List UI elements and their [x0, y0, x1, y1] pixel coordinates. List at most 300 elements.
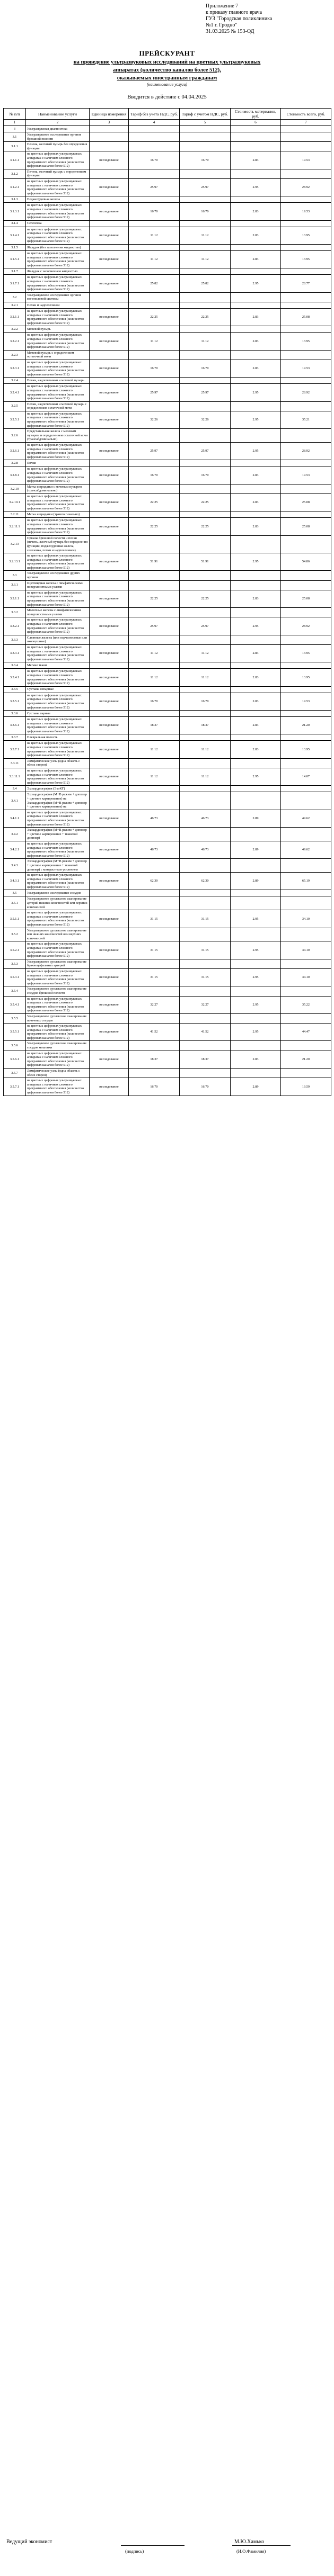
row-name: Печень, желчный пузырь без определения функции: [26, 142, 90, 151]
section-row: [4, 1069, 331, 1078]
empty-cell: [281, 635, 331, 644]
empty-cell: [90, 635, 129, 644]
empty-cell: [281, 758, 331, 768]
row-unit: исследование: [90, 617, 129, 635]
row-tariff-vat: 32.27: [180, 996, 231, 1013]
section-row: [4, 484, 331, 493]
empty-cell: [281, 401, 331, 411]
empty-cell: [90, 758, 129, 768]
section-row: [4, 859, 331, 873]
empty-cell: [129, 378, 180, 384]
row-unit: исследование: [90, 1078, 129, 1096]
row-tariff-novat: 25.82: [129, 275, 180, 292]
empty-cell: [180, 126, 231, 132]
row-tariff-vat: 16.70: [180, 693, 231, 710]
empty-cell: [281, 268, 331, 275]
row-name: на цветных цифровых ультразвуковых аппаратах с наличием сложного программного обеспечения (количество цифровых каналов более 512): [26, 644, 90, 662]
empty-cell: [90, 828, 129, 841]
row-tariff-novat: 18.37: [129, 717, 180, 734]
row-total: 19.53: [281, 151, 331, 169]
empty-cell: [180, 220, 231, 227]
row-number: 3.3.7: [4, 734, 26, 741]
row-number: 3.1.2.1: [4, 178, 26, 196]
row-tariff-vat: 51.91: [180, 553, 231, 571]
row-number: 3.4.2: [4, 828, 26, 841]
row-tariff-vat: 16.70: [180, 466, 231, 484]
row-name: Эхокардиография (М+В режим + допплер + цветное картирование) на Эхокардиография (М+В режим + допплер + цветное картирование) на: [26, 792, 90, 810]
row-tariff-novat: 11.12: [129, 768, 180, 786]
empty-cell: [90, 786, 129, 792]
row-total: 13.95: [281, 227, 331, 244]
empty-cell: [281, 535, 331, 553]
empty-cell: [231, 460, 281, 466]
row-total: 13.95: [281, 669, 331, 686]
section-row: [4, 378, 331, 384]
empty-cell: [180, 1013, 231, 1023]
empty-cell: [180, 1041, 231, 1051]
empty-cell: [90, 1041, 129, 1051]
empty-cell: [231, 635, 281, 644]
service-row: [4, 910, 331, 928]
row-number: 3.3.11.1: [4, 768, 26, 786]
empty-cell: [180, 828, 231, 841]
service-row: [4, 275, 331, 292]
row-number: 3.5.3: [4, 959, 26, 968]
empty-cell: [231, 896, 281, 910]
service-row: [4, 203, 331, 220]
row-number: 3.4.2.1: [4, 841, 26, 858]
row-number: 3.2.3.1: [4, 360, 26, 377]
empty-cell: [180, 662, 231, 669]
service-row: [4, 968, 331, 986]
row-name: на цветных цифровых ультразвуковых аппаратах с наличием сложного программного обеспечения (количество цифровых каналов более 512): [26, 717, 90, 734]
service-row: [4, 873, 331, 890]
empty-cell: [180, 245, 231, 251]
row-materials: 2.95: [231, 553, 281, 571]
row-tariff-vat: 25.97: [180, 617, 231, 635]
empty-cell: [231, 220, 281, 227]
row-tariff-vat: 18.37: [180, 717, 231, 734]
row-unit: исследование: [90, 384, 129, 401]
empty-cell: [231, 350, 281, 360]
row-tariff-vat: 41.52: [180, 1024, 231, 1041]
row-total: 25.08: [281, 518, 331, 535]
row-materials: 2.83: [231, 466, 281, 484]
section-row: [4, 132, 331, 142]
row-unit: исследование: [90, 443, 129, 460]
row-number: 3.5.3.1: [4, 968, 26, 986]
empty-cell: [281, 792, 331, 810]
row-name: Эхокардиография (М+В режим + допплер + цветное картирование + тканевой допплер) с контрастным усилением: [26, 859, 90, 873]
row-name: на цветных цифровых ультразвуковых аппаратах с наличием сложного программного обеспечения (количество цифровых каналов более 512): [26, 178, 90, 196]
row-number: 3.3.6.1: [4, 717, 26, 734]
row-name: Предстательная железа с мочевым пузырем и определением остаточной мочи (трансабдоминально): [26, 429, 90, 443]
row-name: Поджелудочная железа: [26, 196, 90, 203]
colnum: 4: [129, 120, 180, 126]
row-unit: исследование: [90, 251, 129, 268]
section-row: [4, 1013, 331, 1023]
empty-cell: [129, 292, 180, 302]
row-number: 3.2.6: [4, 429, 26, 443]
empty-cell: [281, 378, 331, 384]
row-number: 3.2.5.1: [4, 411, 26, 428]
row-tariff-novat: 11.12: [129, 644, 180, 662]
row-name: Ультразвуковое исследование органов брюшной полости: [26, 132, 90, 142]
section-row: [4, 580, 331, 590]
empty-cell: [231, 326, 281, 333]
row-tariff-vat: 22.25: [180, 590, 231, 607]
row-materials: 2.95: [231, 996, 281, 1013]
row-total: 49.62: [281, 810, 331, 827]
empty-cell: [231, 535, 281, 553]
row-tariff-vat: 22.25: [180, 493, 231, 511]
row-tariff-vat: 11.12: [180, 227, 231, 244]
service-row: [4, 227, 331, 244]
row-name: на цветных цифровых ультразвуковых аппаратах с наличием сложного программного обеспечения (количество цифровых каналов более 512): [26, 251, 90, 268]
row-materials: 2.83: [231, 309, 281, 326]
row-materials: 2.95: [231, 275, 281, 292]
row-number: 3.4.3.1: [4, 873, 26, 890]
empty-cell: [281, 302, 331, 309]
section-row: [4, 662, 331, 669]
row-tariff-vat: 46.73: [180, 810, 231, 827]
row-materials: 2.95: [231, 1024, 281, 1041]
empty-cell: [90, 429, 129, 443]
empty-cell: [231, 1013, 281, 1023]
row-tariff-vat: 16.70: [180, 1078, 231, 1096]
row-name: Селезенка: [26, 220, 90, 227]
empty-cell: [231, 711, 281, 717]
row-unit: исследование: [90, 1024, 129, 1041]
empty-cell: [90, 132, 129, 142]
row-materials: 2.95: [231, 617, 281, 635]
row-tariff-vat: 31.15: [180, 968, 231, 986]
section-row: [4, 142, 331, 151]
row-materials: 2.89: [231, 873, 281, 890]
row-total: 65.19: [281, 873, 331, 890]
empty-cell: [129, 608, 180, 617]
service-row: [4, 693, 331, 710]
row-unit: исследование: [90, 693, 129, 710]
row-materials: 2.83: [231, 717, 281, 734]
service-row: [4, 309, 331, 326]
signer-role: Ведущий экономист: [6, 2539, 52, 2545]
empty-cell: [129, 662, 180, 669]
empty-cell: [129, 859, 180, 873]
signer-name: М.Ю.Хамько: [234, 2539, 265, 2545]
document-subtitle-3: оказываемых иностранным гражданам: [117, 75, 217, 81]
empty-cell: [231, 758, 281, 768]
empty-cell: [281, 1013, 331, 1023]
empty-cell: [180, 890, 231, 896]
row-name: на цветных цифровых ультразвуковых аппаратах с наличием сложного программного обеспечения (количество цифровых каналов более 512): [26, 617, 90, 635]
empty-cell: [231, 292, 281, 302]
service-row: [4, 941, 331, 959]
annex-line: ГУЗ "Городская поликлиника: [206, 16, 273, 22]
row-tariff-novat: 51.91: [129, 553, 180, 571]
row-tariff-novat: 11.12: [129, 227, 180, 244]
row-name: на цветных цифровых ультразвуковых аппаратах с наличием сложного программного обеспечения (количество цифровых каналов более 512): [26, 1051, 90, 1068]
empty-cell: [180, 350, 231, 360]
section-row: [4, 350, 331, 360]
row-name: на цветных цифровых ультразвуковых аппаратах с наличием сложного программного обеспечения (количество цифровых каналов более 512): [26, 227, 90, 244]
row-number: 3.5.7.1: [4, 1078, 26, 1096]
header-materials: Стоимость материалов, руб.: [231, 109, 281, 120]
section-row: [4, 511, 331, 518]
empty-cell: [90, 896, 129, 910]
empty-cell: [180, 608, 231, 617]
row-name: на цветных цифровых ультразвуковых аппаратах с наличием сложного программного обеспечения (количество цифровых каналов более 512): [26, 1078, 90, 1096]
row-tariff-vat: 11.12: [180, 333, 231, 350]
row-number: 3.5.2.1: [4, 941, 26, 959]
row-name: на цветных цифровых ультразвуковых аппаратах с наличием сложного программного обеспечения (количество цифровых каналов более 512): [26, 493, 90, 511]
header-tariff-vat: Тариф с учетом НДС, руб.: [180, 109, 231, 120]
section-row: [4, 890, 331, 896]
service-row: [4, 360, 331, 377]
row-materials: 2.83: [231, 518, 281, 535]
annex-block: [206, 3, 330, 35]
row-unit: исследование: [90, 466, 129, 484]
row-tariff-vat: 25.82: [180, 275, 231, 292]
empty-cell: [231, 196, 281, 203]
row-number: 3.3.5: [4, 686, 26, 693]
row-name: на цветных цифровых ультразвуковых аппаратах с наличием сложного программного обеспечения (количество цифровых каналов более 512): [26, 590, 90, 607]
empty-cell: [231, 828, 281, 841]
row-materials: 2.83: [231, 360, 281, 377]
empty-cell: [231, 511, 281, 518]
row-name: Эхокардиография (М+В режим + допплер + цветное картирование + тканевой допплер): [26, 828, 90, 841]
service-row: [4, 151, 331, 169]
row-name: на цветных цифровых ультразвуковых аппаратах с наличием сложного программного обеспечения (количество цифровых каналов более 512): [26, 333, 90, 350]
empty-cell: [231, 859, 281, 873]
empty-cell: [90, 535, 129, 553]
row-unit: исследование: [90, 227, 129, 244]
row-number: 3.4.1.1: [4, 810, 26, 827]
row-name: Щитовидная железа с лимфатическими поверхностными узлами: [26, 580, 90, 590]
column-number-row: [4, 120, 331, 126]
row-name: на цветных цифровых ультразвуковых аппаратах с наличием сложного программного обеспечения (количество цифровых каналов более 512): [26, 443, 90, 460]
empty-cell: [129, 268, 180, 275]
empty-cell: [90, 662, 129, 669]
row-total: 28.92: [281, 178, 331, 196]
row-number: 3.5.6.1: [4, 1051, 26, 1068]
row-number: 3.2: [4, 292, 26, 302]
empty-cell: [180, 758, 231, 768]
empty-cell: [180, 711, 231, 717]
row-unit: исследование: [90, 493, 129, 511]
empty-cell: [281, 711, 331, 717]
empty-cell: [180, 859, 231, 873]
section-row: [4, 126, 331, 132]
empty-cell: [180, 142, 231, 151]
empty-cell: [90, 959, 129, 968]
row-number: 3.3.4.1: [4, 669, 26, 686]
row-name: на цветных цифровых ультразвуковых аппаратах с наличием сложного программного обеспечения (количество цифровых каналов более 512): [26, 309, 90, 326]
empty-cell: [129, 460, 180, 466]
row-materials: 2.95: [231, 968, 281, 986]
row-number: 3.2.10: [4, 484, 26, 493]
row-number: 3.2.2: [4, 326, 26, 333]
section-row: [4, 460, 331, 466]
empty-cell: [180, 169, 231, 178]
price-table: [3, 108, 331, 1096]
row-number: 3: [4, 126, 26, 132]
row-name: на цветных цифровых ультразвуковых аппаратах с наличием сложного программного обеспечения (количество цифровых каналов более 512): [26, 810, 90, 827]
empty-cell: [180, 786, 231, 792]
row-tariff-novat: 32.27: [129, 996, 180, 1013]
empty-cell: [281, 429, 331, 443]
empty-cell: [231, 484, 281, 493]
row-total: 13.95: [281, 251, 331, 268]
empty-cell: [129, 580, 180, 590]
row-name: Суставы парные: [26, 711, 90, 717]
empty-cell: [231, 686, 281, 693]
row-number: 3.2.1: [4, 302, 26, 309]
empty-cell: [129, 132, 180, 142]
row-unit: исследование: [90, 669, 129, 686]
annex-line: Приложение 7: [206, 3, 239, 9]
row-number: 3.3: [4, 571, 26, 580]
row-name: на цветных цифровых ультразвуковых аппаратах с наличием сложного программного обеспечения (количество цифровых каналов более 512): [26, 384, 90, 401]
row-total: 19.53: [281, 360, 331, 377]
row-tariff-novat: 25.97: [129, 443, 180, 460]
empty-cell: [90, 460, 129, 466]
empty-cell: [129, 890, 180, 896]
empty-cell: [281, 786, 331, 792]
section-row: [4, 686, 331, 693]
row-tariff-novat: 25.97: [129, 178, 180, 196]
row-materials: 2.83: [231, 1051, 281, 1068]
empty-cell: [129, 959, 180, 968]
row-tariff-novat: 16.70: [129, 151, 180, 169]
section-row: [4, 571, 331, 580]
section-row: [4, 268, 331, 275]
service-name-note: (наименование услуги): [146, 82, 187, 87]
section-row: [4, 792, 331, 810]
empty-cell: [180, 196, 231, 203]
row-name: Почки и надпочечники: [26, 302, 90, 309]
row-number: 3.3.7.1: [4, 741, 26, 758]
section-row: [4, 758, 331, 768]
row-name: Мочевой пузырь с определением остаточной мочи: [26, 350, 90, 360]
section-row: [4, 245, 331, 251]
row-materials: 2.89: [231, 841, 281, 858]
colnum: 2: [26, 120, 90, 126]
row-materials: 2.95: [231, 910, 281, 928]
empty-cell: [231, 1041, 281, 1051]
empty-cell: [90, 511, 129, 518]
row-materials: 2.89: [231, 1078, 281, 1096]
row-number: 3.5.1: [4, 896, 26, 910]
empty-cell: [231, 142, 281, 151]
row-materials: 2.83: [231, 669, 281, 686]
row-total: 21.20: [281, 717, 331, 734]
row-name: Слюнные железы (или подчелюстные или околоушные): [26, 635, 90, 644]
empty-cell: [90, 890, 129, 896]
row-name: на цветных цифровых ультразвуковых аппаратах с наличием сложного программного обеспечения (количество цифровых каналов более 512): [26, 941, 90, 959]
row-total: 28.92: [281, 443, 331, 460]
row-unit: исследование: [90, 841, 129, 858]
row-name: Ультразвуковое дуплексное сканирование артерий нижних конечностей или верхних конечностей: [26, 896, 90, 910]
row-unit: исследование: [90, 810, 129, 827]
row-number: 3.5.2: [4, 928, 26, 941]
row-tariff-novat: 16.70: [129, 466, 180, 484]
row-tariff-novat: 16.70: [129, 203, 180, 220]
empty-cell: [231, 378, 281, 384]
row-total: 54.86: [281, 553, 331, 571]
row-materials: 2.83: [231, 644, 281, 662]
empty-cell: [231, 429, 281, 443]
header-name: Наименование услуги: [26, 109, 90, 120]
row-materials: 2.89: [231, 810, 281, 827]
empty-cell: [281, 220, 331, 227]
row-number: 3.2.13: [4, 535, 26, 553]
empty-cell: [129, 786, 180, 792]
service-row: [4, 384, 331, 401]
service-row: [4, 443, 331, 460]
row-tariff-vat: 25.97: [180, 178, 231, 196]
empty-cell: [90, 169, 129, 178]
row-unit: исследование: [90, 360, 129, 377]
row-materials: 2.95: [231, 443, 281, 460]
section-row: [4, 1041, 331, 1051]
row-unit: исследование: [90, 151, 129, 169]
empty-cell: [231, 786, 281, 792]
row-unit: исследование: [90, 411, 129, 428]
row-number: 3.3.1: [4, 580, 26, 590]
row-name: на цветных цифровых ультразвуковых аппаратах с наличием сложного программного обеспечения (количество цифровых каналов более 512): [26, 553, 90, 571]
empty-cell: [90, 1013, 129, 1023]
row-total: 35.21: [281, 411, 331, 428]
row-unit: исследование: [90, 309, 129, 326]
empty-cell: [281, 126, 331, 132]
row-tariff-novat: 22.25: [129, 309, 180, 326]
row-number: 3.1.5.1: [4, 251, 26, 268]
row-name: Лимфатические узлы (одна область с обеих сторон): [26, 758, 90, 768]
row-tariff-novat: 46.73: [129, 841, 180, 858]
row-number: 3.3.4: [4, 662, 26, 669]
row-name: на цветных цифровых ультразвуковых аппаратах с наличием сложного программного обеспечения (количество цифровых каналов более 512): [26, 741, 90, 758]
row-tariff-novat: 16.70: [129, 693, 180, 710]
row-tariff-novat: 11.12: [129, 251, 180, 268]
service-row: [4, 333, 331, 350]
empty-cell: [281, 169, 331, 178]
row-name: Ультразвуковое исследование сосудов: [26, 890, 90, 896]
empty-cell: [180, 132, 231, 142]
empty-cell: [90, 196, 129, 203]
section-row: [4, 429, 331, 443]
row-number: 3.3.1.1: [4, 590, 26, 607]
table-body: [4, 126, 331, 1096]
row-total: 25.08: [281, 309, 331, 326]
row-total: 13.95: [281, 741, 331, 758]
row-materials: 2.83: [231, 251, 281, 268]
row-number: 3.3.5.1: [4, 693, 26, 710]
row-tariff-vat: 31.15: [180, 941, 231, 959]
empty-cell: [180, 401, 231, 411]
row-name: Ультразвуковое дуплексное сканирование брахиоцефальных артерий: [26, 959, 90, 968]
row-number: 3.2.3: [4, 350, 26, 360]
section-row: [4, 326, 331, 333]
empty-cell: [129, 1069, 180, 1078]
row-name: на цветных цифровых ультразвуковых аппаратах с наличием сложного программного обеспечения (количество цифровых каналов более 512): [26, 873, 90, 890]
section-row: [4, 734, 331, 741]
row-tariff-novat: 46.73: [129, 810, 180, 827]
row-unit: исследование: [90, 910, 129, 928]
row-name: Ультразвуковое дуплексное сканирование сосудов мошонки: [26, 1041, 90, 1051]
row-number: 3.2.8.1: [4, 466, 26, 484]
service-row: [4, 1078, 331, 1096]
